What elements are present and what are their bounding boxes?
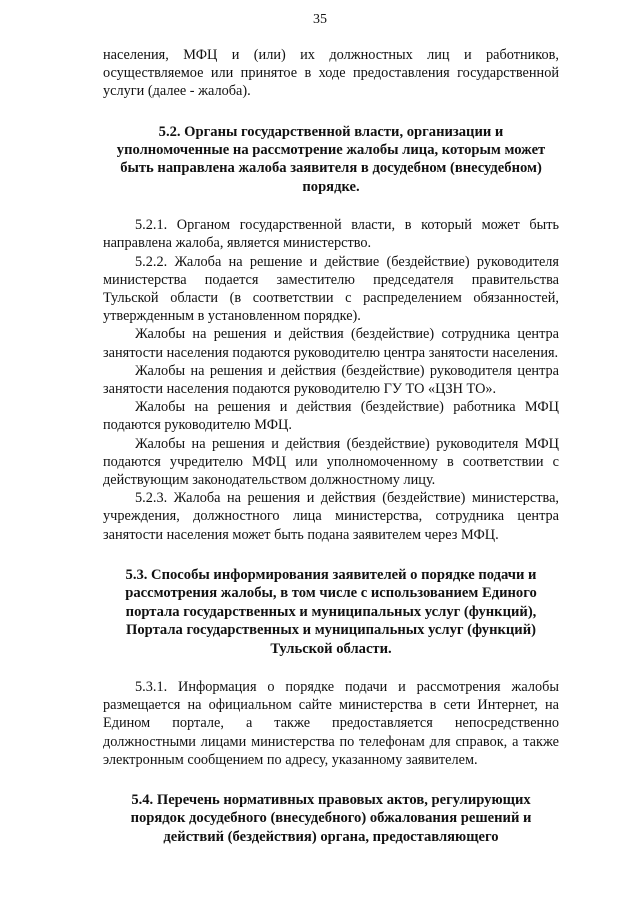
paragraph-complaint-employment-head: Жалобы на решения и действия (бездействие) руководителя центра занятости населения подаются руководителю ГУ ТО «ЦЗН ТО». (103, 362, 559, 398)
document-body (103, 46, 559, 846)
paragraph-complaint-mfc-head: Жалобы на решения и действия (бездействие) руководителя МФЦ подаются учредителю МФЦ или уполномоченному в соответствии с действующим законодательством должностному лицу. (103, 435, 559, 489)
paragraph-5-2-3: 5.2.3. Жалоба на решения и действия (бездействие) министерства, учреждения, должностного лица министерства, сотрудника центра занятости населения может быть подана заявителем через МФЦ. (103, 490, 559, 543)
paragraph-5-2-2: 5.2.2. Жалоба на решение и действие (бездействие) руководителя министерства подается заместителю председателя правительства Тульской области (в соответствии с распределением обязанностей, утвержденным в установленном порядке). (103, 253, 559, 325)
section-heading-5-3: 5.3. Способы информирования заявителей о порядке подачи и рассмотрения жалобы, в том числе с использованием Единого портала государственных и муниципальных услуг (функций), Портала государственных и муниципальных услуг (функций) Тульской области. (125, 566, 537, 657)
paragraph-5-2-1: 5.2.1. Органом государственной власти, в который может быть направлена жалоба, является министерство. (103, 217, 559, 252)
page-number: 35 (313, 12, 327, 27)
paragraph-complaint-mfc-worker: Жалобы на решения и действия (бездействие) работника МФЦ подаются руководителю МФЦ. (103, 399, 559, 434)
paragraph-complaint-employment-staff: Жалобы на решения и действия (бездействие) сотрудника центра занятости населения подаются руководителю центра занятости населения. (103, 326, 559, 361)
section-heading-5-4: 5.4. Перечень нормативных правовых актов, регулирующих порядок досудебного (внесудебного) обжалования решений и действий (бездействия) органа, предоставляющего (130, 791, 532, 845)
paragraph-intro-continuation: населения, МФЦ и (или) их должностных лиц и работников, осуществляемое или принятое в ходе предоставления государственной услуги (далее - жалоба). (103, 47, 559, 100)
section-heading-5-2: 5.2. Органы государственной власти, организации и уполномоченные на рассмотрение жалобы лица, которым может быть направлена жалоба заявителя в досудебном (внесудебном) порядке. (116, 123, 546, 195)
paragraph-5-3-1: 5.3.1. Информация о порядке подачи и рассмотрения жалобы размещается на официальном сайте министерства в сети Интернет, на Едином портале, а также предоставляется непосредственно должностными лицами министерства по телефонам для справок, а также электронным сообщением по адресу, указанному заявителем. (103, 678, 559, 768)
